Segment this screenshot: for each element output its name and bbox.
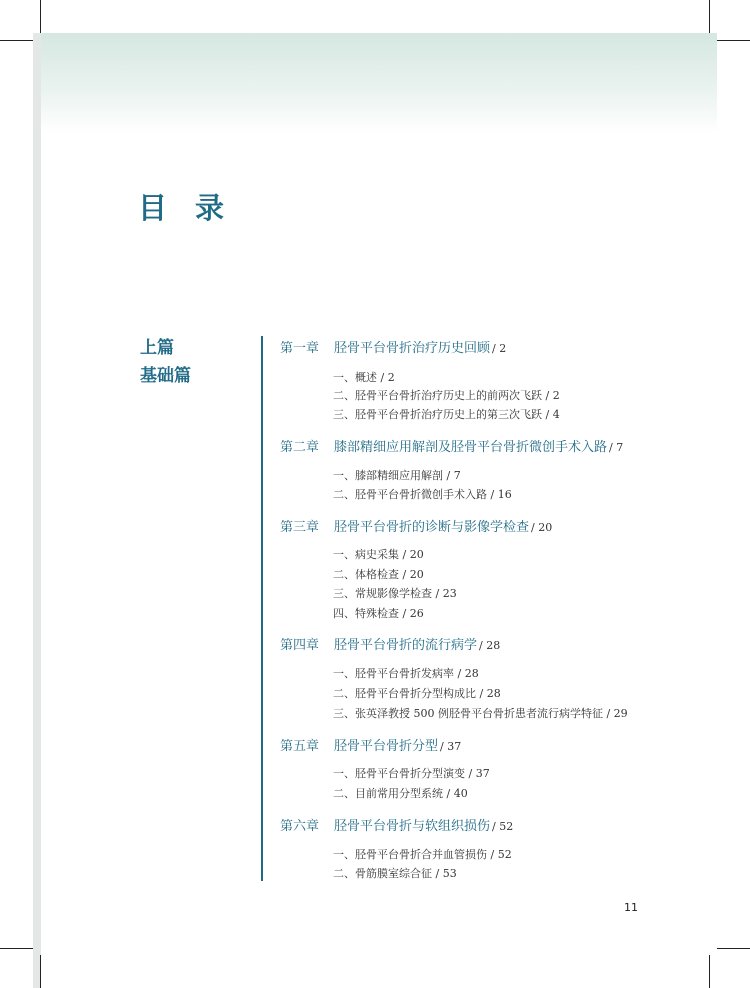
toc-section[interactable]: 二、目前常用分型系统 / 40 bbox=[333, 787, 468, 800]
toc-section[interactable]: 二、骨筋膜室综合征 / 53 bbox=[333, 867, 457, 880]
chapter-title: 胫骨平台骨折分型 bbox=[334, 739, 439, 754]
toc-section[interactable]: 一、胫骨平台骨折发病率 / 28 bbox=[333, 667, 479, 680]
header-gradient-band bbox=[41, 33, 717, 133]
part-name: 基础篇 bbox=[140, 366, 191, 386]
title-char-1: 目 bbox=[138, 191, 170, 225]
toc-section[interactable]: 一、病史采集 / 20 bbox=[333, 548, 424, 561]
chapter-page: / 20 bbox=[531, 521, 553, 534]
title-char-2: 录 bbox=[195, 191, 227, 225]
toc-section[interactable]: 二、胫骨平台骨折治疗历史上的前两次飞跃 / 2 bbox=[333, 389, 560, 402]
toc-chapter[interactable] bbox=[280, 735, 461, 754]
chapter-title: 胫骨平台骨折的诊断与影像学检查 bbox=[334, 520, 530, 535]
toc-chapter[interactable] bbox=[280, 815, 513, 834]
toc-chapter[interactable] bbox=[280, 516, 552, 535]
chapter-page: / 28 bbox=[479, 639, 501, 652]
toc-section[interactable]: 三、张英泽教授 500 例胫骨平台骨折患者流行病学特征 / 29 bbox=[333, 707, 628, 720]
toc-section[interactable]: 二、体格检查 / 20 bbox=[333, 568, 424, 581]
chapter-number: 第一章 bbox=[280, 341, 320, 356]
left-margin-band bbox=[33, 33, 41, 988]
toc-section[interactable]: 一、胫骨平台骨折合并血管损伤 / 52 bbox=[333, 848, 512, 861]
toc-section[interactable]: 一、膝部精细应用解剖 / 7 bbox=[333, 469, 461, 482]
chapter-number: 第六章 bbox=[280, 819, 320, 834]
toc-section[interactable]: 二、胫骨平台骨折分型构成比 / 28 bbox=[333, 687, 501, 700]
chapter-page: / 7 bbox=[609, 441, 624, 454]
chapter-title: 胫骨平台骨折的流行病学 bbox=[334, 638, 478, 653]
toc-chapter[interactable] bbox=[280, 436, 623, 455]
chapter-number: 第三章 bbox=[280, 520, 320, 535]
toc-section[interactable]: 三、常规影像学检查 / 23 bbox=[333, 587, 457, 600]
toc-section[interactable]: 一、胫骨平台骨折分型演变 / 37 bbox=[333, 767, 490, 780]
chapter-number: 第五章 bbox=[280, 739, 320, 754]
page-number: 11 bbox=[624, 901, 638, 914]
toc-chapter[interactable] bbox=[280, 634, 500, 653]
chapter-title: 膝部精细应用解剖及胫骨平台骨折微创手术入路 bbox=[334, 440, 608, 455]
chapter-number: 第四章 bbox=[280, 638, 320, 653]
toc-section[interactable]: 四、特殊检查 / 26 bbox=[333, 607, 424, 620]
toc-chapter[interactable] bbox=[280, 337, 506, 356]
toc-section[interactable]: 二、胫骨平台骨折微创手术入路 / 16 bbox=[333, 488, 512, 501]
toc-section[interactable]: 三、胫骨平台骨折治疗历史上的第三次飞跃 / 4 bbox=[333, 408, 560, 421]
chapter-page: / 2 bbox=[492, 342, 507, 355]
chapter-title: 胫骨平台骨折与软组织损伤 bbox=[334, 819, 491, 834]
page-title bbox=[138, 186, 226, 227]
part-heading bbox=[140, 334, 191, 390]
chapter-title: 胫骨平台骨折治疗历史回顾 bbox=[334, 341, 491, 356]
chapter-page: / 37 bbox=[440, 740, 462, 753]
chapter-page: / 52 bbox=[492, 820, 514, 833]
part-label: 上篇 bbox=[140, 338, 174, 358]
chapter-number: 第二章 bbox=[280, 440, 320, 455]
toc-section[interactable]: 一、概述 / 2 bbox=[333, 371, 395, 384]
toc-divider-line bbox=[261, 336, 263, 881]
